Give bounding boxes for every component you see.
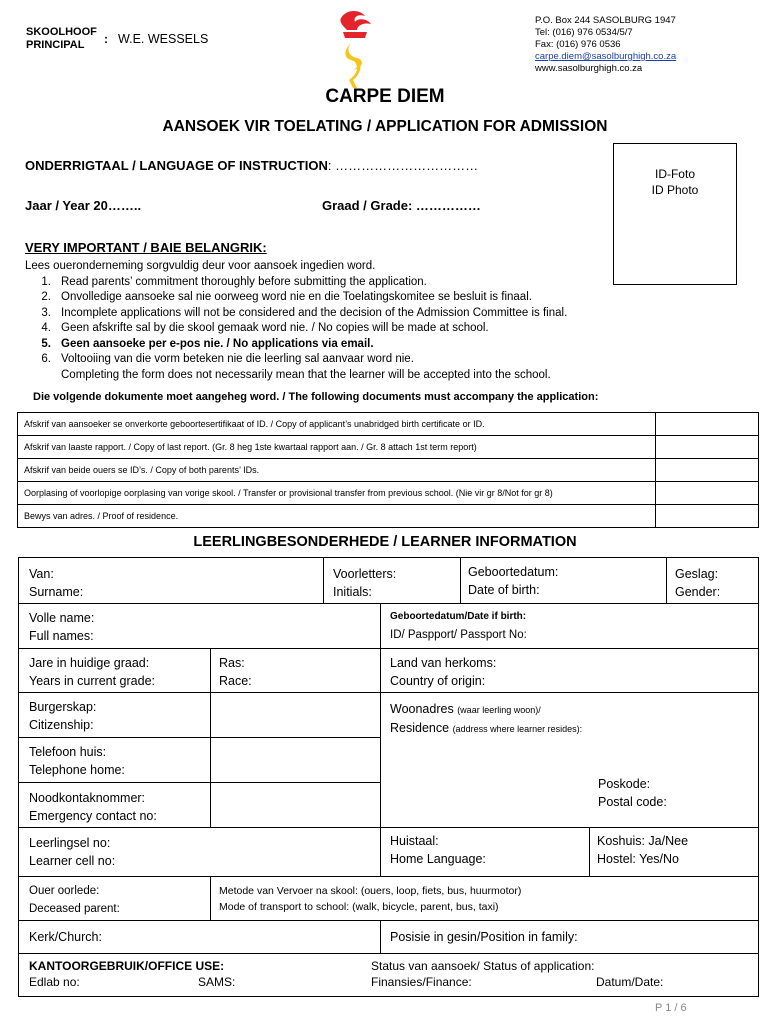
principal-label-af: SKOOLHOOF — [26, 26, 97, 38]
documents-table — [17, 412, 759, 528]
list-item: 2. Onvolledige aansoeke sal nie oorweeg word nie en die Toelatingskomitee se besluit is finaal. — [41, 291, 532, 303]
telephone-home-field[interactable]: Telefoon huis: Telephone home: — [29, 745, 125, 777]
edlab-field[interactable]: Edlab no: — [29, 975, 80, 989]
emergency-contact-field[interactable]: Noodkontaknommer: Emergency contact no: — [29, 791, 157, 823]
id-photo-label-af: ID-Foto — [654, 167, 695, 181]
residence-field[interactable]: Woonadres (waar leerling woon)/ Residence (address where learner resides): — [390, 702, 583, 735]
full-names-field[interactable]: Volle name: Full names: — [29, 611, 95, 643]
documents-heading: Die volgende dokumente moet aangeheg word. / The following documents must accompany the application: — [33, 391, 599, 403]
list-item-continued: Completing the form does not necessarily mean that the learner will be accepted into the school. — [61, 368, 551, 381]
po-box: P.O. Box 244 SASOLBURG 1947 — [535, 15, 676, 26]
sams-field[interactable]: SAMS: — [198, 975, 236, 989]
list-item: 1. Read parents’ commitment thoroughly before submitting the application. — [41, 275, 427, 288]
principal-colon: : — [104, 32, 108, 46]
hostel-field[interactable]: Koshuis: Ja/Nee Hostel: Yes/No — [597, 834, 689, 866]
application-status-field[interactable]: Status van aansoek/ Status of application: — [371, 959, 595, 973]
document-checkbox[interactable] — [656, 436, 759, 459]
principal-label — [26, 26, 97, 52]
postal-code-field[interactable]: Poskode: Postal code: — [598, 777, 667, 809]
document-checkbox[interactable] — [656, 413, 759, 436]
email-link[interactable]: carpe.diem@sasolburghigh.co.za — [535, 51, 677, 62]
principal-name: W.E. WESSELS — [118, 32, 209, 46]
website: www.sasolburghigh.co.za — [535, 63, 643, 74]
home-language-field[interactable]: Huistaal: Home Language: — [390, 834, 486, 866]
important-list — [25, 259, 765, 383]
language-of-instruction: ONDERRIGTAAL / LANGUAGE OF INSTRUCTION: …………………………… — [25, 158, 479, 173]
table-row: Afskrif van laaste rapport. / Copy of last report. (Gr. 8 heg 1ste kwartaal rapport aan. / Gr. 8 attach 1st term report) — [18, 436, 759, 459]
country-of-origin-field[interactable]: Land van herkoms: Country of origin: — [390, 656, 497, 688]
page-number: P 1 / 6 — [655, 1002, 687, 1014]
principal-label-en: PRINCIPAL — [26, 39, 85, 51]
list-item: 6. Voltooiing van die vorm beteken nie die leerling sal aanvaar word nie. — [41, 353, 414, 365]
race-field[interactable]: Ras: Race: — [219, 656, 252, 688]
surname-field[interactable]: Van: Surname: — [29, 567, 84, 599]
list-item: 5. Geen aansoeke per e-pos nie. / No applications via email. — [41, 337, 374, 350]
table-row: Bewys van adres. / Proof of residence. — [18, 505, 759, 528]
language-fill[interactable]: : …………………………… — [327, 158, 479, 173]
table-row: Oorplasing of voorlopige oorplasing van vorige skool. / Transfer or provisional transfer from previous school. (Nie vir gr 8/Not for gr 8) — [18, 482, 759, 505]
important-heading: VERY IMPORTANT / BAIE BELANGRIK: — [25, 240, 267, 255]
contact-block — [535, 15, 676, 75]
table-row: Afskrif van beide ouers se ID’s. / Copy of both parents’ IDs. — [18, 459, 759, 482]
id-photo-label-en: ID Photo — [651, 183, 699, 197]
deceased-parent-field[interactable]: Ouer oorlede: Deceased parent: — [29, 885, 120, 915]
office-status-section — [371, 958, 594, 990]
list-item: 4. Geen afskrifte sal by die skool gemaak word nie. / No copies will be made at school. — [41, 322, 489, 334]
learner-cell-field[interactable]: Leerlingsel no: Learner cell no: — [29, 836, 116, 868]
fax: Fax: (016) 976 0536 — [535, 39, 621, 50]
church-field[interactable]: Kerk/Church: — [29, 930, 102, 944]
office-date-field[interactable]: Datum/Date: — [596, 975, 664, 989]
school-torch-logo — [333, 8, 379, 90]
id-passport-field[interactable]: Geboortedatum/Date if birth: ID/ Paspport/ Passport No: — [390, 611, 527, 641]
telephone: Tel: (016) 976 0534/5/7 — [535, 27, 633, 38]
document-checkbox[interactable] — [656, 505, 759, 528]
gender-field[interactable]: Geslag: Gender: — [675, 567, 721, 599]
years-in-grade-field[interactable]: Jare in huidige graad: Years in current grade: — [29, 656, 156, 688]
list-item: 3. Incomplete applications will not be considered and the decision of the Admission Committee is final. — [41, 306, 568, 319]
office-use-heading: KANTOORGEBRUIK/OFFICE USE: — [29, 959, 225, 973]
finance-field[interactable]: Finansies/Finance: — [371, 975, 472, 989]
transport-field[interactable]: Metode van Vervoer na skool: (ouers, loop, fiets, bus, huurmotor) Mode of transport to school: (walk, bicycle, parent, bus, taxi) — [219, 885, 522, 913]
document-checkbox[interactable] — [656, 459, 759, 482]
grade-field[interactable]: Graad / Grade: …………… — [322, 198, 481, 213]
initials-field[interactable]: Voorletters: Initials: — [333, 567, 397, 599]
year-field[interactable]: Jaar / Year 20…….. — [25, 198, 142, 213]
important-intro: Lees oueronderneming sorgvuldig deur voor aansoek ingedien word. — [25, 260, 376, 272]
table-row: Afskrif van aansoeker se onverkorte geboortesertifikaat of ID. / Copy of applicant’s unabridged birth certificate or ID. — [18, 413, 759, 436]
learner-info-heading: LEERLINGBESONDERHEDE / LEARNER INFORMATION — [193, 534, 577, 550]
citizenship-field[interactable]: Burgerskap: Citizenship: — [29, 700, 97, 732]
page-title: CARPE DIEM — [325, 86, 445, 107]
position-in-family-field[interactable]: Posisie in gesin/Position in family: — [390, 930, 578, 944]
date-of-birth-field[interactable]: Geboortedatum: Date of birth: — [468, 565, 559, 597]
document-checkbox[interactable] — [656, 482, 759, 505]
page-subtitle: AANSOEK VIR TOELATING / APPLICATION FOR ADMISSION — [162, 118, 608, 135]
office-use-section — [29, 958, 224, 990]
